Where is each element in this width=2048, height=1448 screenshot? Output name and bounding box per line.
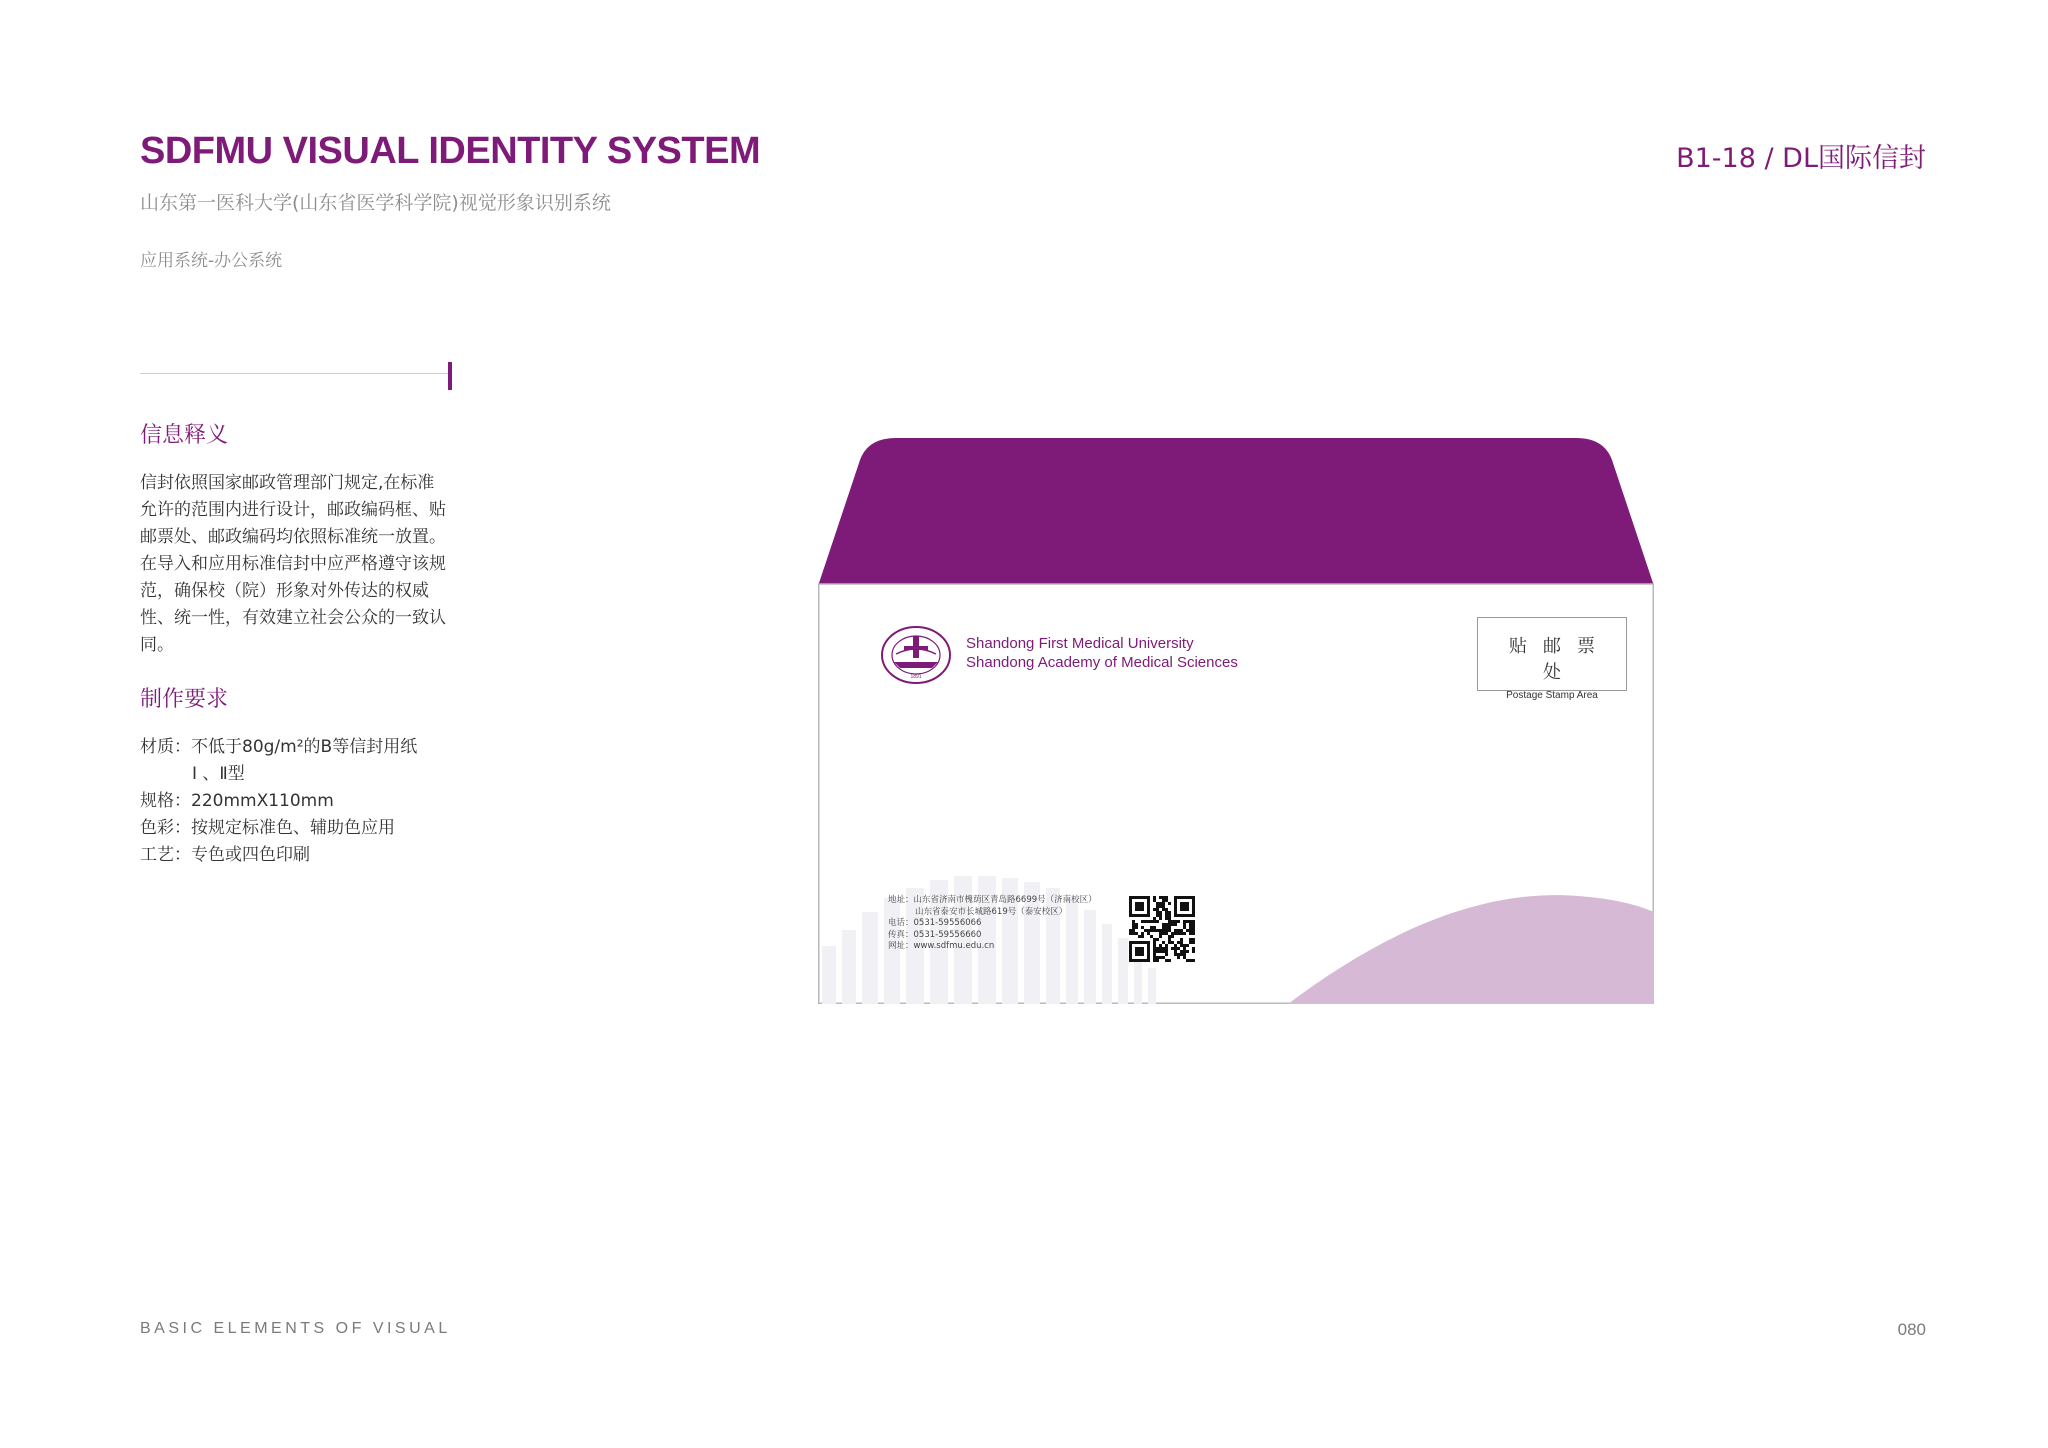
- envelope-flap: [818, 438, 1654, 586]
- logo-year: 1891: [910, 674, 922, 680]
- section-tag: 应用系统-办公系统: [140, 251, 283, 271]
- info-line: 允许的范围内进行设计，邮政编码框、贴: [140, 500, 446, 520]
- stamp-area-box: [1477, 617, 1627, 701]
- requirement-item: 规格：220mmX110mm: [140, 791, 334, 811]
- university-names: [966, 634, 1238, 672]
- info-heading: 信息释义: [140, 423, 229, 448]
- requirements-list: [140, 734, 417, 869]
- info-line: 在导入和应用标准信封中应严格遵守该规: [140, 554, 446, 574]
- requirements-heading: 制作要求: [140, 687, 229, 712]
- university-name-1: Shandong First Medical University: [966, 635, 1194, 652]
- info-line: 信封依照国家邮政管理部门规定,在标准: [140, 473, 435, 493]
- fax-line: 传真：0531-59556660: [888, 929, 982, 940]
- page-subtitle: 山东第一医科大学(山东省医学科学院)视觉形象识别系统: [140, 192, 611, 214]
- divider-line: [140, 373, 452, 374]
- info-paragraph: [140, 470, 460, 659]
- address-line: 山东省泰安市长城路619号（泰安校区）: [915, 906, 1068, 917]
- requirement-item: 色彩：按规定标准色、辅助色应用: [140, 818, 395, 838]
- document-code: B1-18 / DL国际信封: [1676, 143, 1926, 174]
- footer-label: BASIC ELEMENTS OF VISUAL: [140, 1320, 451, 1337]
- info-line: 性、统一性，有效建立社会公众的一致认: [140, 608, 446, 628]
- address-line: 地址：山东省济南市槐荫区青岛路6699号（济南校区）: [888, 895, 1097, 905]
- page-number: 080: [1897, 1320, 1926, 1339]
- requirement-item: 工艺：专色或四色印刷: [140, 845, 310, 865]
- university-seal-icon: [880, 624, 952, 686]
- info-line: 范，确保校（院）形象对外传达的权威: [140, 581, 429, 601]
- info-line: 邮票处、邮政编码均依照标准统一放置。: [140, 527, 446, 547]
- stamp-label-cn: 贴邮票处: [1509, 636, 1611, 683]
- qr-code-icon: [1129, 896, 1195, 962]
- website-line: 网址：www.sdfmu.edu.cn: [888, 941, 995, 951]
- university-name-2: Shandong Academy of Medical Sciences: [966, 654, 1238, 671]
- page-title: SDFMU VISUAL IDENTITY SYSTEM: [140, 130, 761, 172]
- contact-block: [888, 895, 1097, 953]
- requirement-item: Ⅰ 、Ⅱ型: [192, 764, 245, 784]
- requirement-item: 材质：不低于80g/m²的B等信封用纸: [140, 737, 418, 757]
- phone-line: 电话：0531-59556066: [888, 918, 982, 928]
- divider-accent: [448, 362, 452, 390]
- envelope-mockup: [818, 436, 1654, 1004]
- stamp-label-en: Postage Stamp Area: [1506, 690, 1598, 701]
- info-line: 同。: [140, 635, 174, 655]
